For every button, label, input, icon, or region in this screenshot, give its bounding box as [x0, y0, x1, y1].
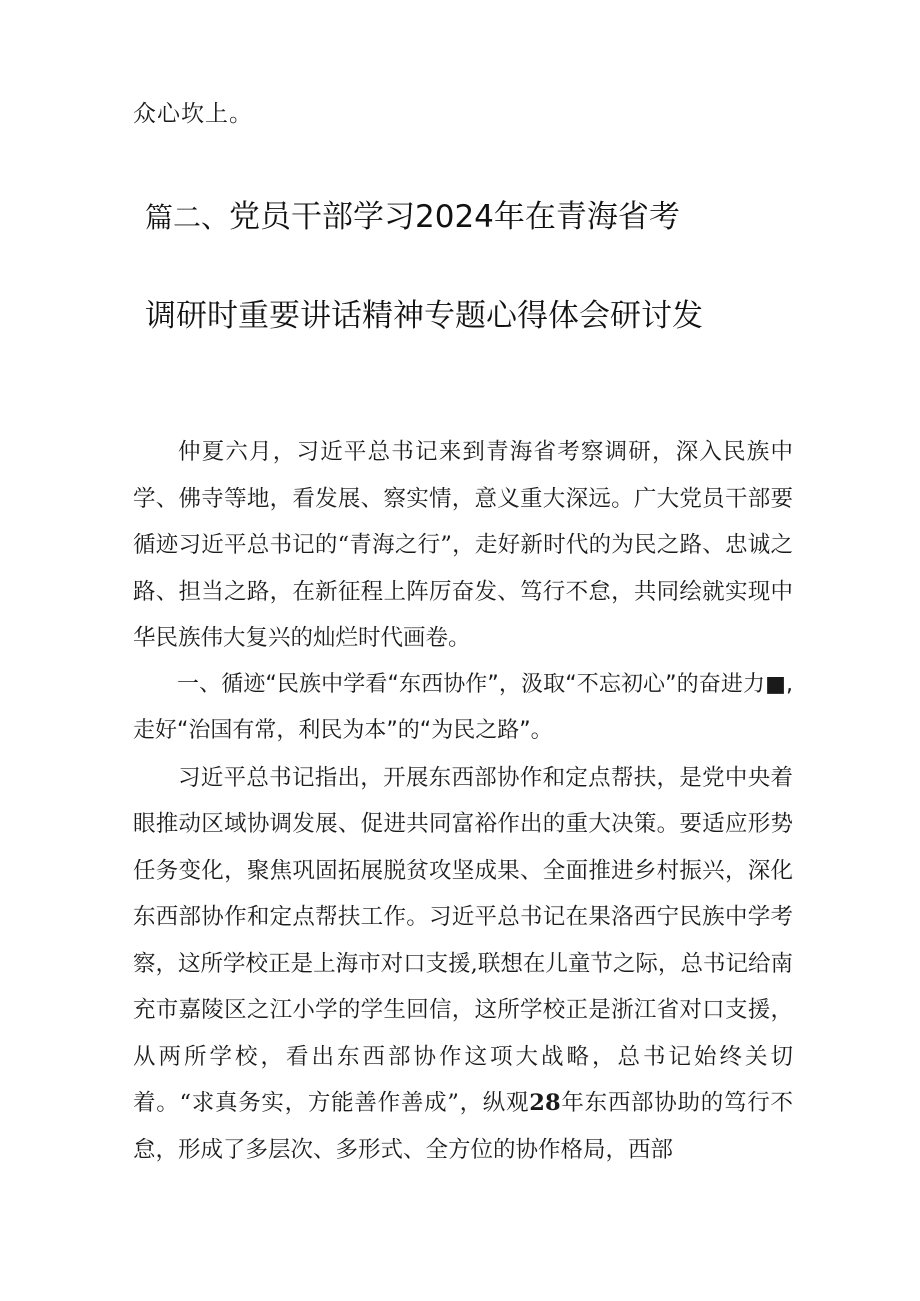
- paragraph-text-a: 习近平总书记指出，开展东西部协作和定点帮扶，是党中央着眼推动区域协调发展、促进共同富裕作出的重大决策。要适应形势任务变化，聚焦巩固拓展脱贫攻坚成果、全面推进乡村振兴，深化东西部协作和定点帮扶工作。习近平总书记在果洛西宁民族中学考察，这所学校正是上海市对口支援,联想在儿童节之际，总书记给南充市嘉陵区之江小学的学生回信，这所学校正是浙江省对口支援，从两所学校，看出东西部协作这项大战略，总书记始终关切着。“求真务实，方能善作善成”，纵观: [133, 764, 793, 1116]
- section-1-heading: 一、循迹“民族中学看“东西协作”，汲取“不忘初心”的奋进力■,走好“治国有常，利民为本”的“为民之路”。: [133, 671, 793, 743]
- body-text: [133, 429, 793, 1173]
- paragraph-text-b: 年东西部协助的笃行不怠，形成了多层次、多形式、全方位的协作格局，西部: [133, 1090, 793, 1163]
- section-heading: [145, 168, 845, 365]
- heading-line-1-text: 党员干部学习2024年在青海省考: [229, 199, 680, 235]
- heading-prefix: 篇二、: [145, 201, 230, 234]
- heading-line-1: [145, 168, 845, 267]
- year-count: 28: [529, 1090, 561, 1116]
- heading-line-2: 调研时重要讲话精神专题心得体会研讨发: [145, 298, 703, 334]
- section-1-paragraph: [133, 755, 793, 1174]
- intro-paragraph: 仲夏六月，习近平总书记来到青海省考察调研，深入民族中学、佛寺等地，看发展、察实情，意义重大深远。广大党员干部要循迹习近平总书记的“青海之行”，走好新时代的为民之路、忠诚之路、担当之路，在新征程上阵厉奋发、笃行不怠，共同绘就实现中华民族伟大复兴的灿烂时代画卷。: [133, 439, 793, 651]
- continuation-text: 众心坎上。: [133, 101, 253, 127]
